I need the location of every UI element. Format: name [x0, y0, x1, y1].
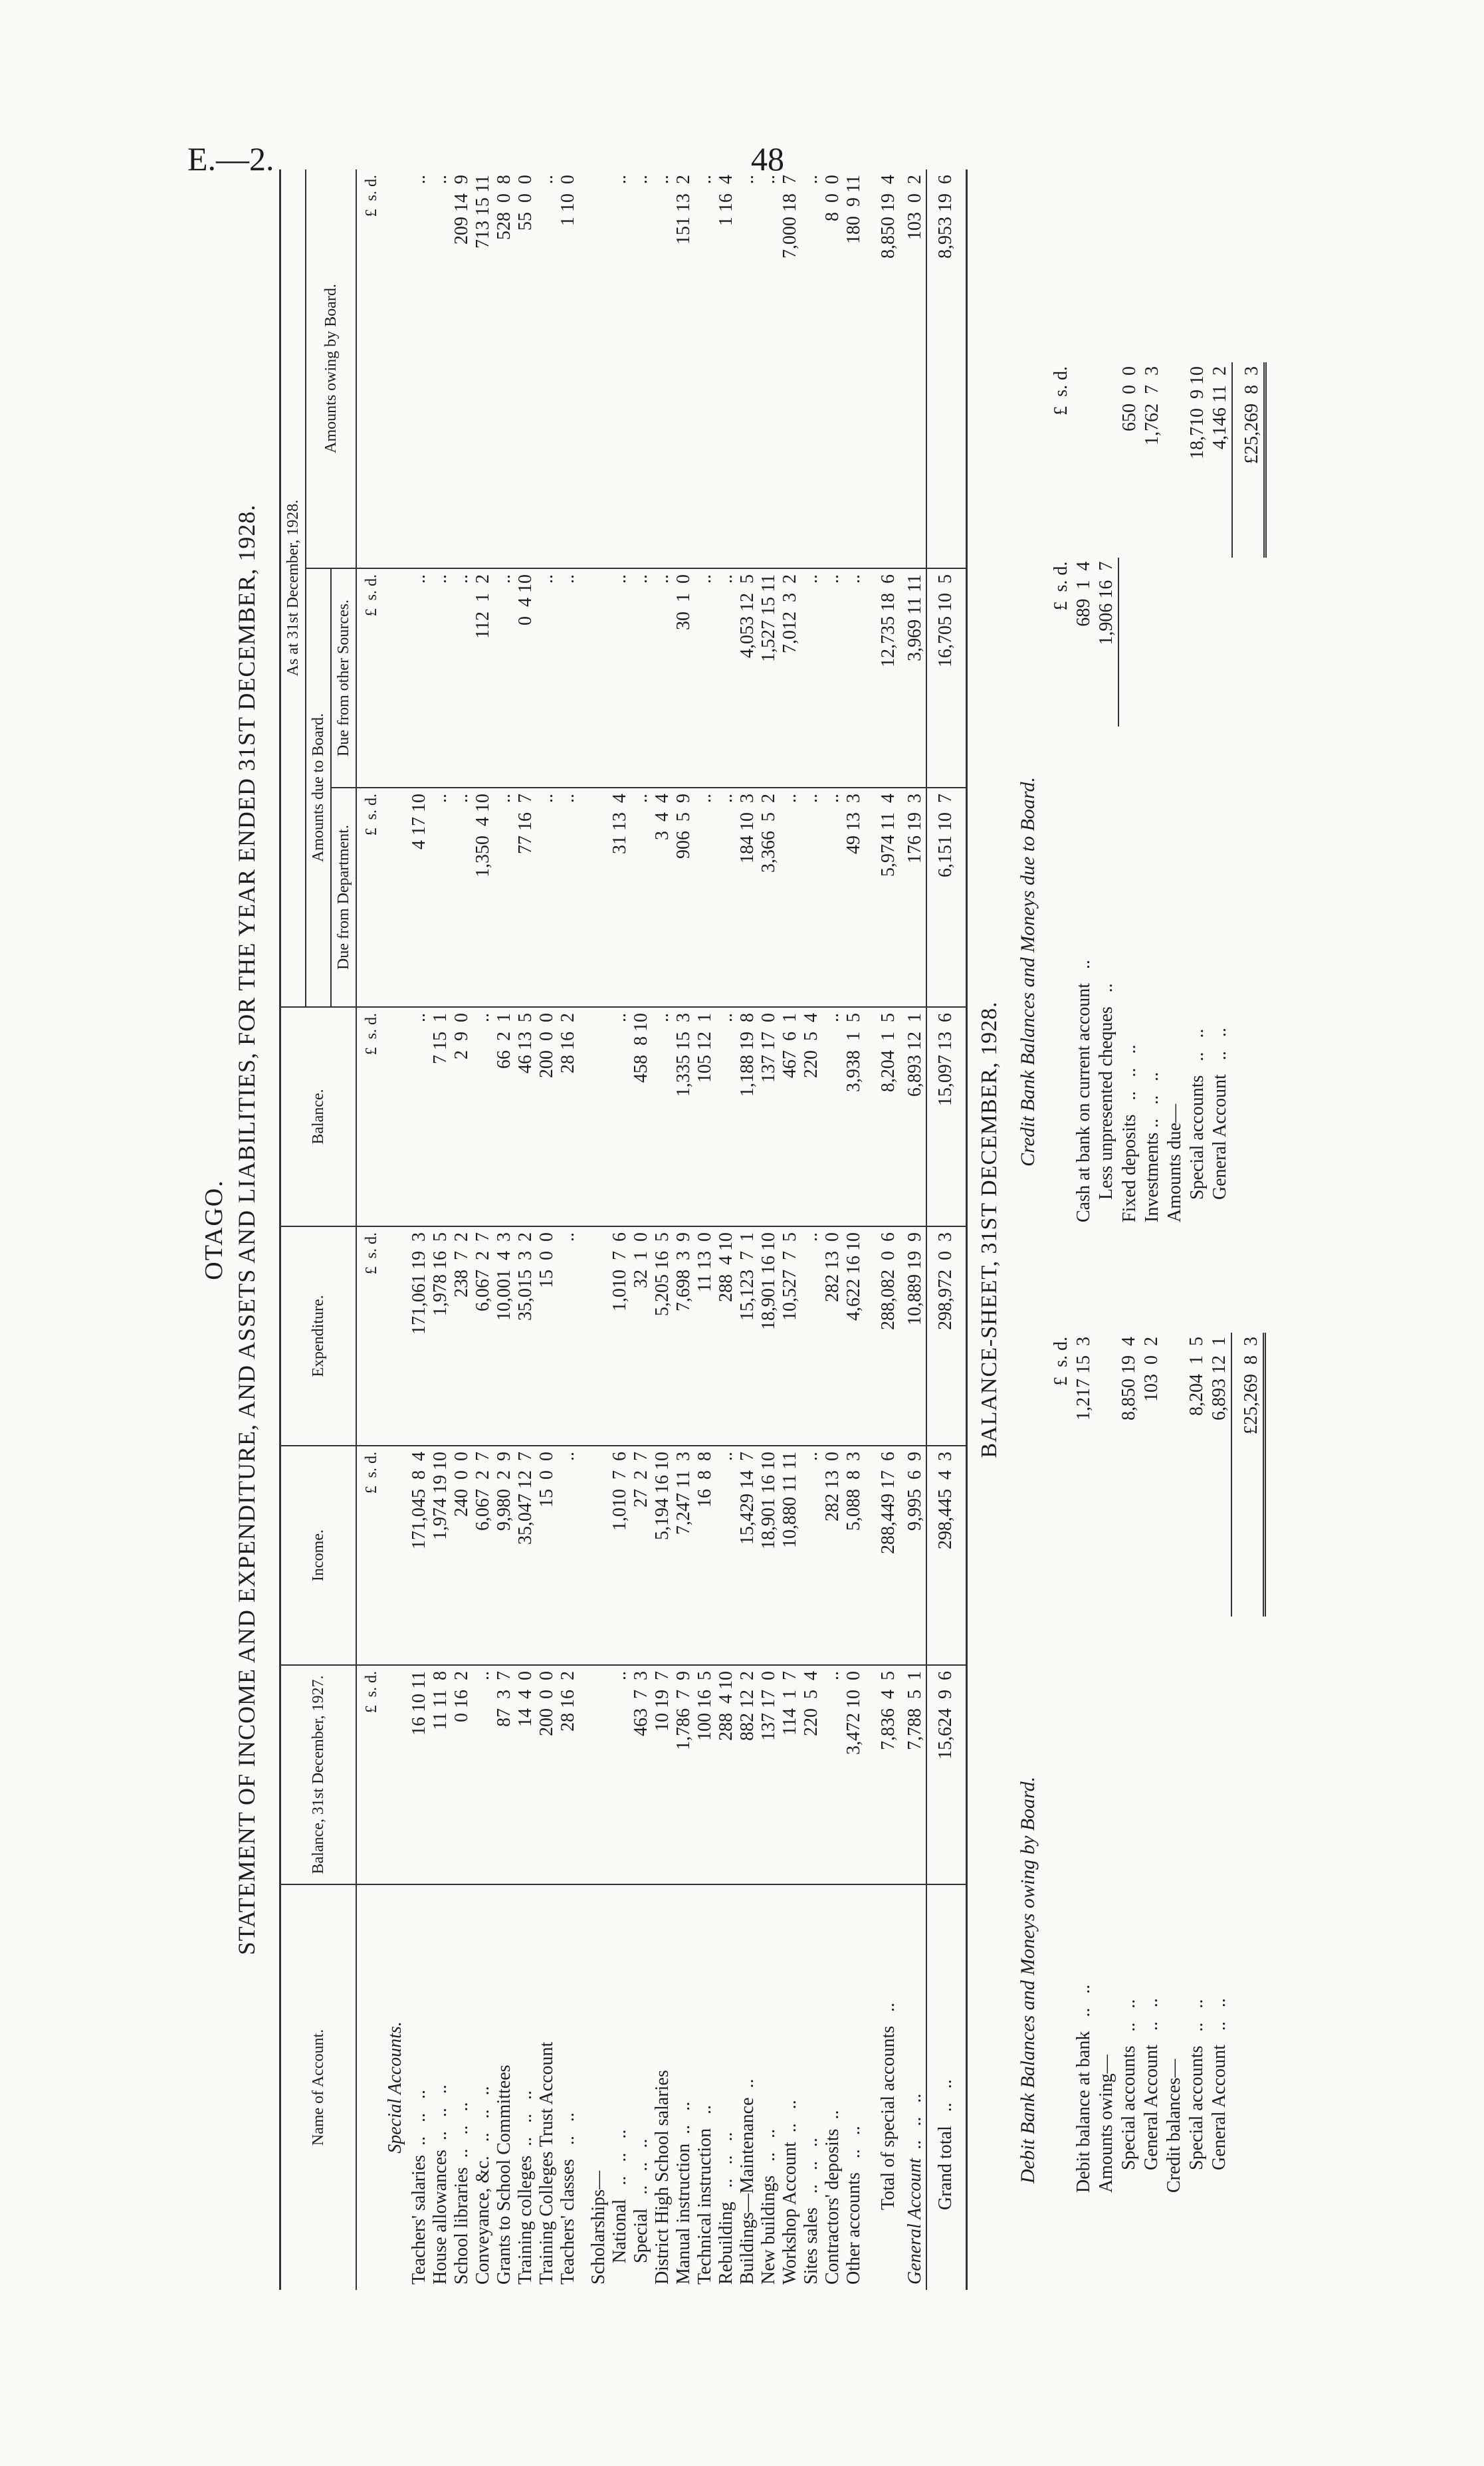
expenditure-cell: 1,010 7 6: [609, 1226, 631, 1446]
account-name: Workshop Account .. ..: [780, 2100, 800, 2285]
income-cell: 5,088 8 3: [843, 1446, 865, 1665]
balance-prev-cell: 114 1 7: [780, 1665, 801, 1884]
balance-cell: 46 13 5: [515, 1007, 536, 1226]
table-row: [801, 169, 822, 2290]
subtotal-row: [865, 169, 904, 2290]
balance-prev-cell: 15,624 9 6: [926, 1665, 967, 1884]
due-other-cell: 3,969 11 11: [904, 568, 926, 788]
due-dept-cell: ..: [822, 788, 843, 1007]
credit-title: Credit Bank Balances and Moneys due to Board.: [1017, 777, 1039, 1167]
due-other-cell: 16,705 10 5: [926, 568, 967, 788]
credit-unit-1: £ s. d.: [1051, 561, 1071, 611]
balance-prev-cell: 87 3 7: [494, 1665, 515, 1884]
account-name: House allowances .. .. ..: [430, 2084, 451, 2285]
general-account-row: [904, 169, 926, 2290]
debit-unit: £ s. d.: [1051, 1337, 1071, 1386]
account-name: Special .. .. ..: [631, 2138, 651, 2263]
due-other-cell: ..: [609, 568, 631, 788]
table-row: [536, 169, 558, 2290]
income-cell: 6,067 2 7: [473, 1446, 494, 1665]
balance-prev-cell: ..: [473, 1665, 494, 1884]
due-other-cell: 112 1 2: [473, 568, 494, 788]
due-other-cell: ..: [409, 568, 430, 788]
table-row: [430, 169, 451, 2290]
debit-owing-special-value: 8,850 19 4: [1118, 1337, 1139, 1420]
due-dept-cell: ..: [494, 788, 515, 1007]
unit-row: [356, 169, 382, 2290]
due-other-cell: ..: [694, 568, 716, 788]
due-dept-cell: 176 19 3: [904, 788, 926, 1007]
account-name: Teachers' classes .. ..: [558, 2112, 578, 2285]
expenditure-cell: 10,889 19 9: [904, 1226, 926, 1446]
account-name: District High School salaries: [652, 2070, 673, 2285]
table-row: [515, 169, 536, 2290]
income-cell: 1,010 7 6: [609, 1446, 631, 1665]
credit-investments-value: 1,762 7 3: [1142, 366, 1162, 445]
expenditure-cell: 11 13 0: [694, 1226, 716, 1446]
unit-label: £ s. d.: [356, 1665, 382, 1884]
table-row: [758, 169, 780, 2290]
due-dept-cell: ..: [558, 788, 579, 1007]
debit-owing-general-value: 103 0 2: [1141, 1337, 1162, 1402]
table-row: [843, 169, 865, 2290]
credit-due-label: Amounts due—: [1164, 1103, 1185, 1222]
balance-prev-cell: 7,788 5 1: [904, 1665, 926, 1884]
balance-cell: ..: [652, 1007, 673, 1226]
owing-cell: ..: [801, 169, 822, 568]
region-heading: OTAGO.: [200, 1179, 228, 1280]
income-cell: ..: [558, 1446, 579, 1665]
credit-due-special-value: 18,710 9 10: [1187, 366, 1208, 459]
balance-sheet-title: BALANCE-SHEET, 31ST DECEMBER, 1928.: [977, 1001, 1002, 1458]
account-name: General Account .. .. ..: [904, 2093, 925, 2285]
due-other-cell: ..: [843, 568, 865, 788]
balance-prev-cell: ..: [822, 1665, 843, 1884]
debit-credit-general-label: General Account .. ..: [1209, 1998, 1229, 2170]
balance-prev-cell: 7,836 4 5: [865, 1665, 904, 1884]
credit-due-general-label: General Account .. ..: [1210, 1028, 1230, 1200]
credit-cash-value: 689 1 4: [1073, 561, 1094, 627]
expenditure-cell: 10,527 7 5: [780, 1226, 801, 1446]
owing-cell: ..: [694, 169, 716, 568]
income-cell: ..: [801, 1446, 822, 1665]
balance-prev-cell: 463 7 3: [631, 1665, 652, 1884]
income-cell: 240 0 0: [451, 1446, 473, 1665]
due-dept-cell: 1,350 4 10: [473, 788, 494, 1007]
expenditure-cell: 7,698 3 9: [673, 1226, 694, 1446]
header-as-at: As at 31st December, 1928.: [280, 169, 306, 1007]
header-due-other: Due from other Sources.: [331, 568, 356, 788]
owing-cell: 7,000 18 7: [780, 169, 801, 568]
due-other-cell: ..: [494, 568, 515, 788]
due-other-cell: ..: [631, 568, 652, 788]
credit-due-special-label: Special accounts .. ..: [1187, 1028, 1208, 1200]
unit-label: £ s. d.: [356, 169, 382, 568]
owing-cell: 8,953 19 6: [926, 169, 967, 568]
header-due-to-board: Amounts due to Board.: [306, 568, 331, 1007]
debit-total: £25,269 8 3: [1231, 1333, 1265, 1617]
expenditure-cell: 32 1 0: [631, 1226, 652, 1446]
owing-cell: 8,850 19 4: [865, 169, 904, 568]
header-balance: Balance.: [280, 1007, 357, 1226]
account-name: School libraries .. .. ..: [451, 2102, 472, 2285]
owing-cell: 8 0 0: [822, 169, 843, 568]
owing-cell: ..: [430, 169, 451, 568]
balance-cell: 8,204 1 5: [865, 1007, 904, 1226]
balance-cell: ..: [716, 1007, 737, 1226]
unit-label: £ s. d.: [356, 1007, 382, 1226]
balance-cell: [579, 1007, 609, 1226]
due-dept-cell: ..: [716, 788, 737, 1007]
table-row: [631, 169, 652, 2290]
header-owing: Amounts owing by Board.: [306, 169, 356, 568]
debit-table: [1050, 1333, 1266, 2197]
unit-label: £ s. d.: [356, 568, 382, 788]
expenditure-cell: ..: [558, 1226, 579, 1446]
table-row: [716, 169, 737, 2290]
debit-owing-special-label: Special accounts .. ..: [1118, 1999, 1139, 2170]
due-other-cell: ..: [558, 568, 579, 788]
expenditure-cell: 288,082 0 6: [865, 1226, 904, 1446]
due-other-cell: ..: [536, 568, 558, 788]
account-name: Conveyance, &c. .. .. ..: [473, 2086, 493, 2285]
owing-cell: ..: [409, 169, 430, 568]
debit-title: Debit Bank Balances and Moneys owing by Board.: [1017, 1776, 1039, 2184]
debit-owing-label: Amounts owing—: [1096, 2055, 1116, 2193]
income-cell: 282 13 0: [822, 1446, 843, 1665]
expenditure-cell: 282 13 0: [822, 1226, 843, 1446]
due-dept-cell: ..: [631, 788, 652, 1007]
balance-prev-cell: 14 4 0: [515, 1665, 536, 1884]
due-dept-cell: ..: [451, 788, 473, 1007]
account-name: Contractors' deposits ..: [822, 2110, 843, 2285]
balance-prev-cell: 11 11 8: [430, 1665, 451, 1884]
table-row: [494, 169, 515, 2290]
owing-cell: 713 15 11: [473, 169, 494, 568]
balance-cell: 6,893 12 1: [904, 1007, 926, 1226]
account-name: Training colleges .. .. ..: [515, 2090, 536, 2285]
balance-cell: 7 15 1: [430, 1007, 451, 1226]
balance-cell: 66 2 1: [494, 1007, 515, 1226]
header-balance-prev: Balance, 31st December, 1927.: [280, 1665, 357, 1884]
table-row: [673, 169, 694, 2290]
due-dept-cell: 906 5 9: [673, 788, 694, 1007]
account-name: Sites sales .. .. ..: [801, 2138, 821, 2285]
grand-total-row: [926, 169, 967, 2290]
owing-cell: 180 9 11: [843, 169, 865, 568]
due-other-cell: 12,735 18 6: [865, 568, 904, 788]
header-name: Name of Account.: [280, 1884, 357, 2290]
expenditure-cell: 35,015 3 2: [515, 1226, 536, 1446]
account-name: Total of special accounts ..: [878, 2002, 899, 2210]
balance-prev-cell: 0 16 2: [451, 1665, 473, 1884]
income-cell: 35,047 12 7: [515, 1446, 536, 1665]
balance-cell: 1,188 19 8: [737, 1007, 758, 1226]
expenditure-cell: 10,001 4 3: [494, 1226, 515, 1446]
credit-total: £25,269 8 3: [1232, 362, 1265, 558]
income-cell: 16 8 8: [694, 1446, 716, 1665]
due-other-cell: ..: [451, 568, 473, 788]
section-row: [382, 169, 409, 2290]
section-label: Special Accounts.: [385, 2021, 405, 2154]
table-row: [409, 169, 430, 2290]
owing-cell: 55 0 0: [515, 169, 536, 568]
credit-unpresented-value: 1,906 16 7: [1095, 558, 1118, 727]
credit-due-general-value: 4,146 11 2: [1210, 366, 1230, 449]
income-cell: 10,880 11 11: [780, 1446, 801, 1665]
due-other-cell: [579, 568, 609, 788]
balance-cell: 105 12 1: [694, 1007, 716, 1226]
due-dept-cell: 3 4 4: [652, 788, 673, 1007]
credit-fixed-label: Fixed deposits .. .. ..: [1119, 1044, 1140, 1222]
expenditure-cell: 288 4 10: [716, 1226, 737, 1446]
balance-prev-cell: 200 0 0: [536, 1665, 558, 1884]
expenditure-cell: 18,901 16 10: [758, 1226, 780, 1446]
due-dept-cell: 184 10 3: [737, 788, 758, 1007]
owing-cell: 528 0 8: [494, 169, 515, 568]
balance-prev-cell: 100 16 5: [694, 1665, 716, 1884]
balance-prev-cell: 137 17 0: [758, 1665, 780, 1884]
due-other-cell: ..: [822, 568, 843, 788]
account-name: Scholarships—: [588, 2170, 609, 2285]
due-dept-cell: 77 16 7: [515, 788, 536, 1007]
due-other-cell: 0 4 10: [515, 568, 536, 788]
income-cell: 15,429 14 7: [737, 1446, 758, 1665]
page-code: E.—2.: [187, 140, 274, 177]
table-row: [737, 169, 758, 2290]
statement-title: STATEMENT OF INCOME AND EXPENDITURE, AND ASSETS AND LIABILITIES, FOR THE YEAR ENDED 31ST DECEMBER, 1928.: [233, 504, 260, 1956]
account-name: Buildings—Maintenance ..: [737, 2078, 758, 2285]
balance-cell: 28 16 2: [558, 1007, 579, 1226]
expenditure-cell: 6,067 2 7: [473, 1226, 494, 1446]
balance-cell: ..: [409, 1007, 430, 1226]
due-dept-cell: 31 13 4: [609, 788, 631, 1007]
balance-prev-cell: 220 5 4: [801, 1665, 822, 1884]
owing-cell: ..: [758, 169, 780, 568]
debit-bank-value: 1,217 15 3: [1073, 1337, 1094, 1420]
account-name: Other accounts .. ..: [843, 2126, 864, 2285]
balance-cell: 1,335 15 3: [673, 1007, 694, 1226]
unit-label: £ s. d.: [356, 788, 382, 1007]
due-dept-cell: [579, 788, 609, 1007]
balance-cell: ..: [822, 1007, 843, 1226]
page-number: 48: [751, 140, 784, 177]
income-cell: ..: [716, 1446, 737, 1665]
balance-cell: ..: [473, 1007, 494, 1226]
table-row: [780, 169, 801, 2290]
due-other-cell: ..: [652, 568, 673, 788]
income-cell: 9,980 2 9: [494, 1446, 515, 1665]
due-dept-cell: 49 13 3: [843, 788, 865, 1007]
balance-cell: 220 5 4: [801, 1007, 822, 1226]
due-other-cell: 7,012 3 2: [780, 568, 801, 788]
owing-cell: 209 14 9: [451, 169, 473, 568]
unit-label: £ s. d.: [356, 1446, 382, 1665]
balance-prev-cell: 1,786 7 9: [673, 1665, 694, 1884]
header-expenditure: Expenditure.: [280, 1226, 357, 1446]
expenditure-cell: 298,972 0 3: [926, 1226, 967, 1446]
balance-prev-cell: ..: [609, 1665, 631, 1884]
due-other-cell: 4,053 12 5: [737, 568, 758, 788]
balance-cell: 2 9 0: [451, 1007, 473, 1226]
due-dept-cell: ..: [780, 788, 801, 1007]
table-row: [473, 169, 494, 2290]
header-income: Income.: [280, 1446, 357, 1665]
income-cell: 9,995 6 9: [904, 1446, 926, 1665]
due-dept-cell: ..: [694, 788, 716, 1007]
balance-cell: 15,097 13 6: [926, 1007, 967, 1226]
expenditure-cell: 5,205 16 5: [652, 1226, 673, 1446]
table-row: [609, 169, 631, 2290]
credit-investments-label: Investments .. .. ..: [1142, 1071, 1162, 1222]
balance-cell: 200 0 0: [536, 1007, 558, 1226]
due-dept-cell: ..: [801, 788, 822, 1007]
income-cell: 1,974 19 10: [430, 1446, 451, 1665]
due-dept-cell: ..: [536, 788, 558, 1007]
table-row: [579, 169, 609, 2290]
income-cell: 27 2 7: [631, 1446, 652, 1665]
due-other-cell: ..: [716, 568, 737, 788]
owing-cell: 151 13 2: [673, 169, 694, 568]
credit-table: [1050, 362, 1267, 1226]
owing-cell: ..: [536, 169, 558, 568]
credit-unpresented-label: Less unpresented cheques ..: [1096, 983, 1116, 1200]
income-cell: 171,045 8 4: [409, 1446, 430, 1665]
debit-credit-general-value: 6,893 12 1: [1209, 1337, 1229, 1420]
income-cell: 298,445 4 3: [926, 1446, 967, 1665]
account-name: Grants to School Committees: [494, 2065, 514, 2285]
balance-prev-cell: 10 19 7: [652, 1665, 673, 1884]
balance-prev-cell: [579, 1665, 609, 1884]
table-row: [558, 169, 579, 2290]
due-dept-cell: 6,151 10 7: [926, 788, 967, 1007]
credit-unit-2: £ s. d.: [1051, 366, 1071, 415]
statement-body: [356, 169, 967, 2290]
rotated-page-content: [193, 169, 1376, 2290]
balance-cell: ..: [609, 1007, 631, 1226]
header-due-dept: Due from Department.: [331, 788, 356, 1007]
expenditure-cell: [579, 1226, 609, 1446]
due-other-cell: ..: [801, 568, 822, 788]
owing-cell: [579, 169, 609, 568]
balance-cell: 458 8 10: [631, 1007, 652, 1226]
expenditure-cell: 1,978 16 5: [430, 1226, 451, 1446]
due-other-cell: 1,527 15 11: [758, 568, 780, 788]
account-name: Grand total .. ..: [926, 1884, 967, 2290]
income-cell: 288,449 17 6: [865, 1446, 904, 1665]
income-cell: [579, 1446, 609, 1665]
account-name: Rebuilding .. .. ..: [716, 2132, 736, 2285]
table-row: [451, 169, 473, 2290]
balance-cell: 3,938 1 5: [843, 1007, 865, 1226]
owing-cell: ..: [737, 169, 758, 568]
debit-owing-general-label: General Account .. ..: [1141, 1998, 1162, 2170]
balance-cell: 137 17 0: [758, 1007, 780, 1226]
balance-prev-cell: 3,472 10 0: [843, 1665, 865, 1884]
balance-prev-cell: 288 4 10: [716, 1665, 737, 1884]
account-name: National .. .. ..: [609, 2129, 630, 2263]
table-row: [694, 169, 716, 2290]
balance-prev-cell: 882 12 2: [737, 1665, 758, 1884]
owing-cell: ..: [631, 169, 652, 568]
income-cell: 15 0 0: [536, 1446, 558, 1665]
owing-cell: ..: [652, 169, 673, 568]
owing-cell: 1 10 0: [558, 169, 579, 568]
expenditure-cell: 15 0 0: [536, 1226, 558, 1446]
credit-cash-label: Cash at bank on current account ..: [1073, 960, 1094, 1222]
expenditure-cell: 4,622 16 10: [843, 1226, 865, 1446]
due-dept-cell: 4 17 10: [409, 788, 430, 1007]
due-dept-cell: 5,974 11 4: [865, 788, 904, 1007]
owing-cell: ..: [609, 169, 631, 568]
balance-prev-cell: 16 10 11: [409, 1665, 430, 1884]
balance-cell: 467 6 1: [780, 1007, 801, 1226]
debit-bank-label: Debit balance at bank .. ..: [1073, 1984, 1094, 2193]
table-row: [652, 169, 673, 2290]
due-dept-cell: ..: [430, 788, 451, 1007]
table-row: [822, 169, 843, 2290]
debit-credit-special-value: 8,204 1 5: [1186, 1337, 1207, 1416]
debit-credit-label: Credit balances—: [1164, 2059, 1184, 2193]
income-cell: 18,901 16 10: [758, 1446, 780, 1665]
statement-table: [279, 169, 968, 2290]
due-other-cell: 30 1 0: [673, 568, 694, 788]
credit-fixed-value: 650 0 0: [1119, 366, 1140, 431]
account-name: Training Colleges Trust Account: [536, 2041, 557, 2285]
due-other-cell: ..: [430, 568, 451, 788]
unit-label: £ s. d.: [356, 1226, 382, 1446]
balance-prev-cell: 28 16 2: [558, 1665, 579, 1884]
expenditure-cell: ..: [801, 1226, 822, 1446]
expenditure-cell: 238 7 2: [451, 1226, 473, 1446]
due-dept-cell: 3,366 5 2: [758, 788, 780, 1007]
account-name: Manual instruction .. ..: [673, 2101, 694, 2285]
owing-cell: 1 16 4: [716, 169, 737, 568]
account-name: Technical instruction ..: [694, 2104, 715, 2285]
account-name: Teachers' salaries .. .. ..: [409, 2089, 429, 2285]
income-cell: 7,247 11 3: [673, 1446, 694, 1665]
income-cell: 5,194 16 10: [652, 1446, 673, 1665]
owing-cell: 103 0 2: [904, 169, 926, 568]
debit-credit-special-label: Special accounts .. ..: [1186, 1999, 1207, 2170]
account-name: New buildings .. ..: [758, 2128, 779, 2285]
expenditure-cell: 171,061 19 3: [409, 1226, 430, 1446]
expenditure-cell: 15,123 7 1: [737, 1226, 758, 1446]
